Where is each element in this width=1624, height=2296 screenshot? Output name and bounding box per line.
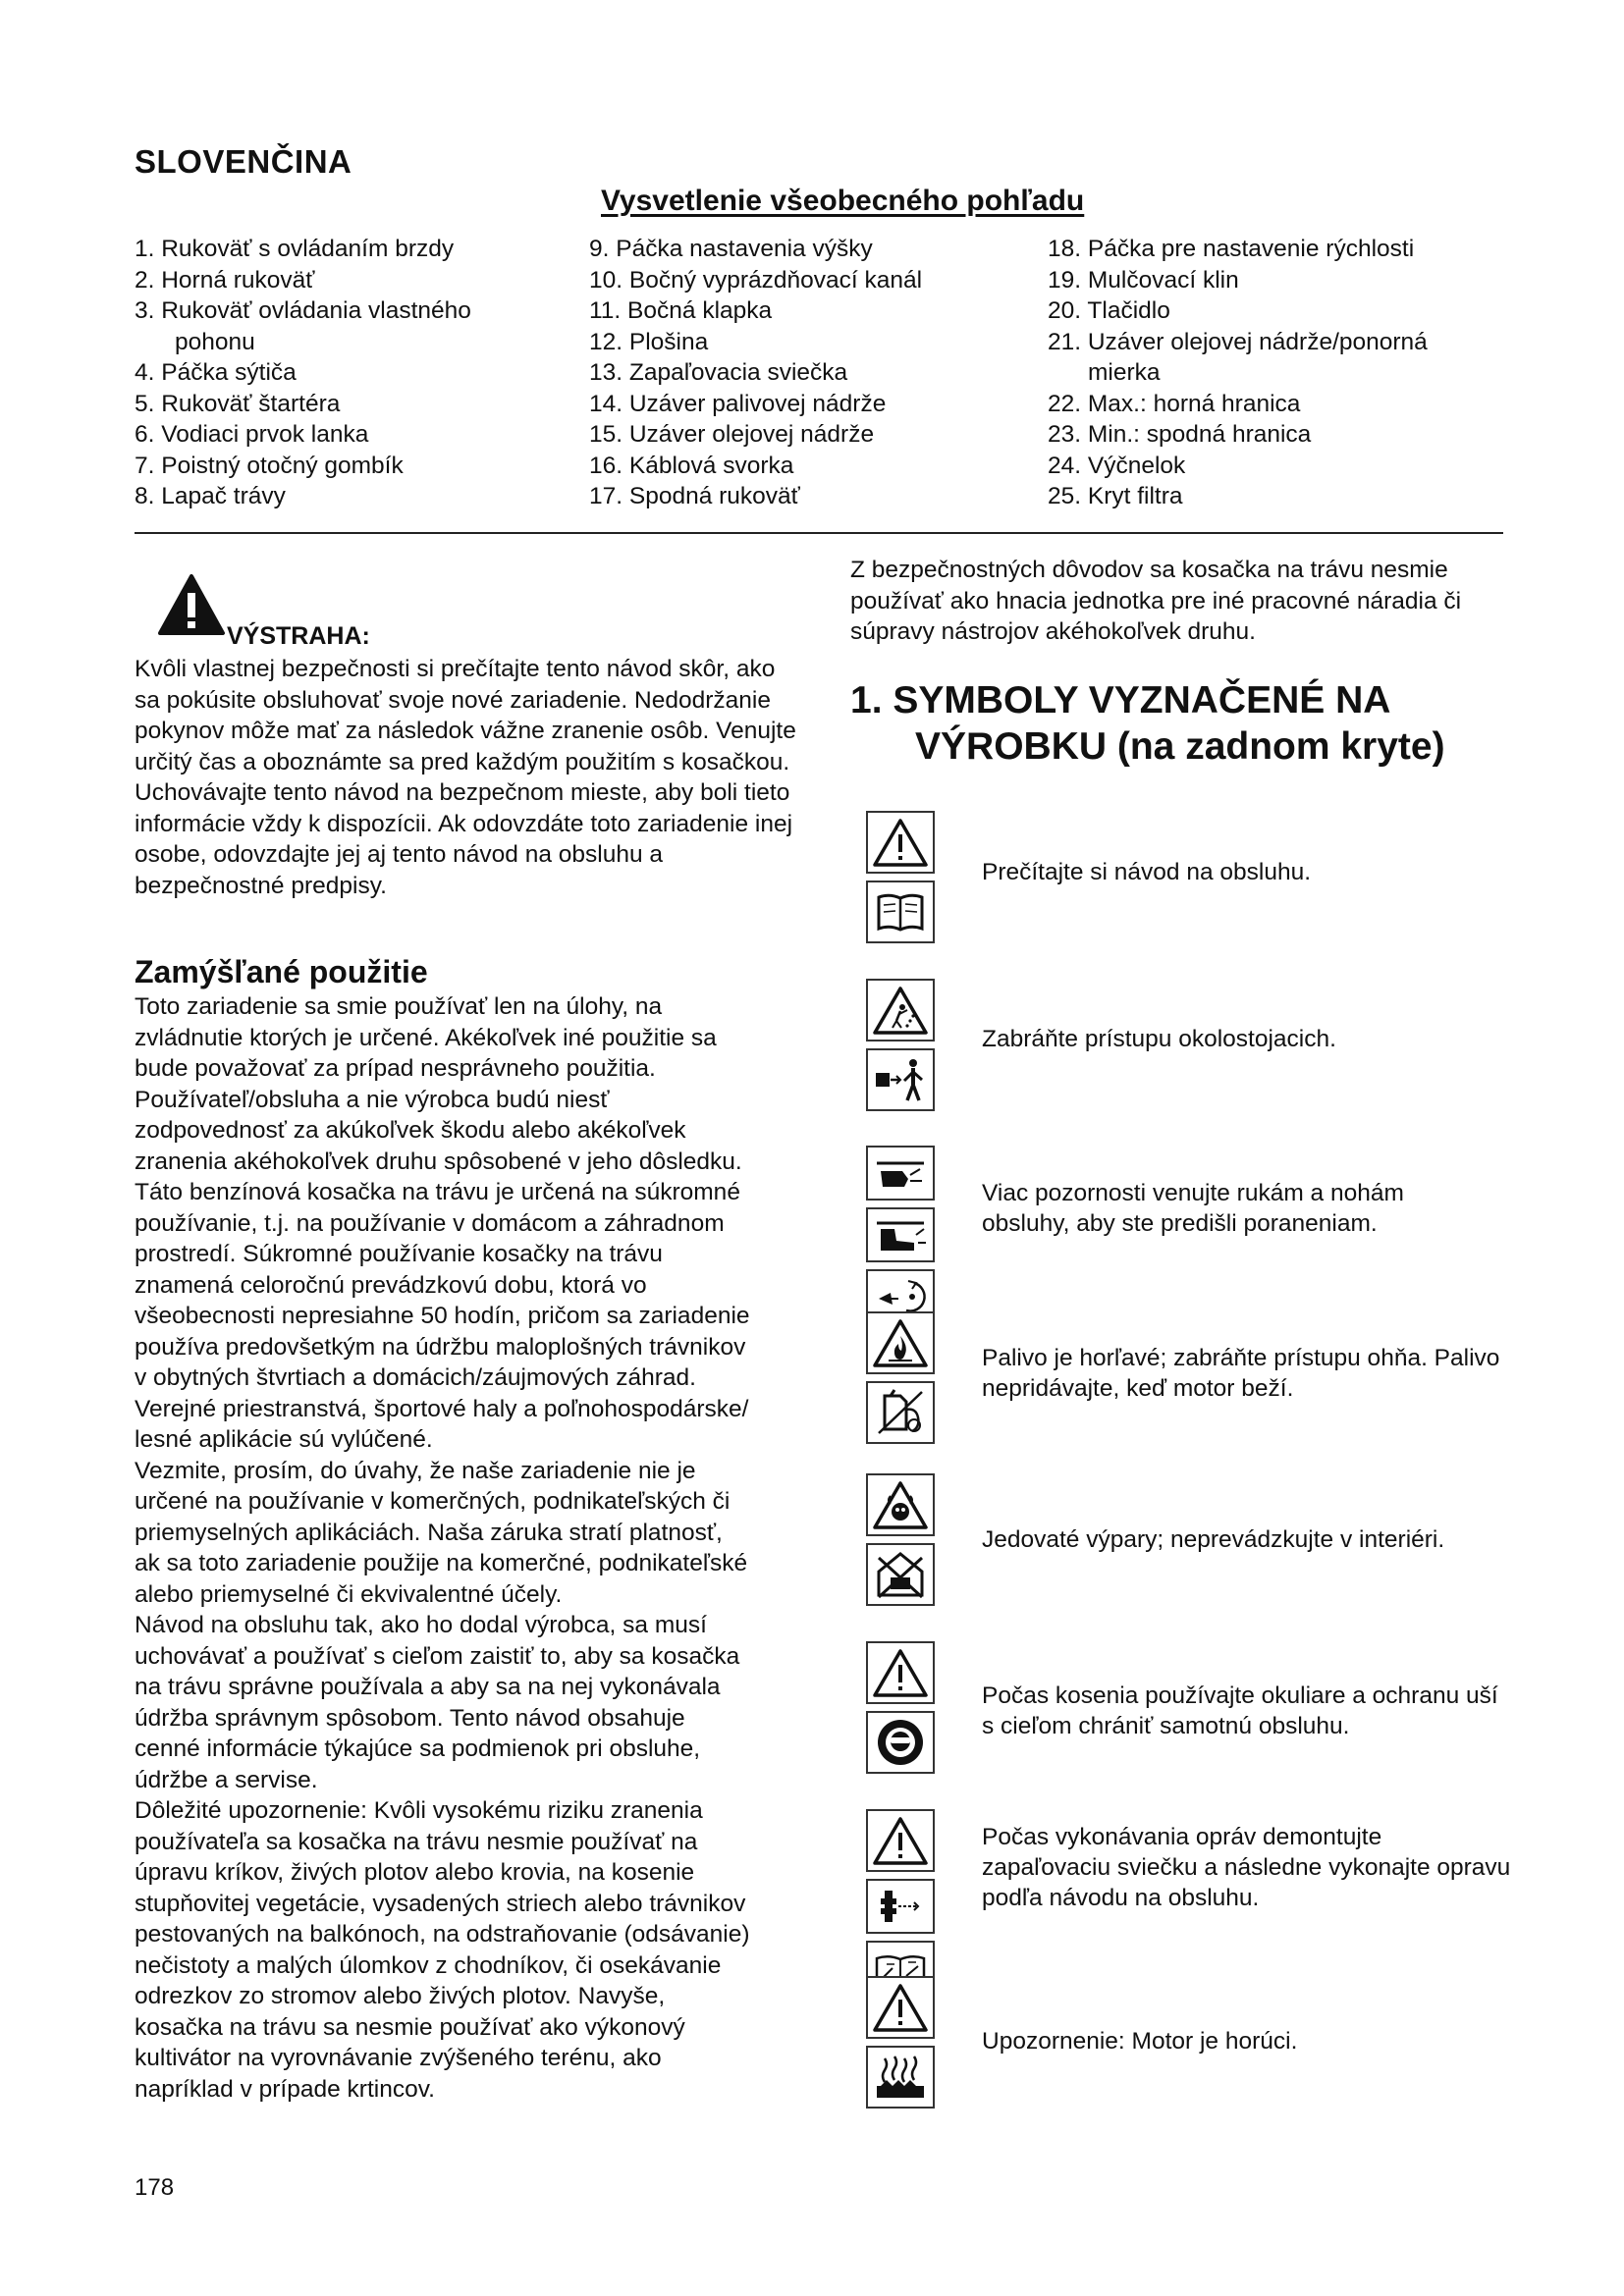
text-line: ak sa toto zariadenie použije na komerčné, podnikateľské [135,1550,748,1576]
legend-item: 16. Káblová svorka [589,452,794,479]
symbol-group-fuel [866,1311,935,1451]
legend-item: 3. Rukoväť ovládania vlastného [135,297,471,324]
toxic-fumes-warning-icon [866,1473,935,1536]
symbol-text-manual: Prečítajte si návod na obsluhu. [982,859,1312,885]
thrown-objects-warning-icon [866,979,935,1041]
text-line: prostredí. Súkromné používanie kosačky na trávu [135,1241,663,1267]
no-refuel-running-icon [866,1381,935,1444]
legend-column-3 [1048,234,1428,512]
legend-item: 5. Rukoväť štartéra [135,390,341,417]
intended-use-heading: Zamýšľané použitie [135,954,428,989]
text-line: odrezkov zo stromov alebo živých plotov. Navyše, [135,1983,666,2009]
warning-triangle-icon [866,811,935,874]
text-line: používateľa sa kosačka na trávu nesmie používať na [135,1828,698,1855]
safety-intro-paragraph: Z bezpečnostných dôvodov sa kosačka na trávu nesmie používať ako hnacia jednotka pre iné pracovné náradia či súpravy nástrojov akéhokoľvek druhu. [850,557,1462,645]
legend-item: 18. Páčka pre nastavenie rýchlosti [1048,236,1415,262]
symbol-text-fuel: Palivo je horľavé; zabráňte prístupu ohňa. Palivo nepridávajte, keď motor beží. [982,1345,1500,1402]
legend-item: 12. Plošina [589,328,709,355]
text-line: stupňovitej vegetácie, vysadených striech alebo trávnikov [135,1890,746,1917]
text-line: používa predovšetkým na údržbu maloplošných trávnikov [135,1333,746,1361]
text-line: Návod na obsluhu tak, ako ho dodal výrobca, sa musí [135,1612,707,1638]
symbol-text-hot-engine: Upozornenie: Motor je horúci. [982,2028,1298,2055]
warning-paragraph: Kvôli vlastnej bezpečnosti si prečítajte tento návod skôr, ako sa pokúsite obsluhovať svoje nové zariadenie. Nedodržanie pokynov môže mať za následok vážne zranenie osôb. Venujte určitý čas a oboznámte sa pred každým použitím s kosačkou. Uchovávajte tento návod na bezpečnom mieste, aby boli tieto informácie vždy k dispozícii. Ak odovzdáte toto zariadenie inej osobe, odovzdajte jej aj tento návod na obsluhu a bezpečnostné predpisy. [135,656,796,899]
overview-title: Vysvetlenie všeobecného pohľadu [601,185,1085,217]
legend-item: 11. Bočná klapka [589,297,773,324]
section-heading-line-1: 1. SYMBOLY VYZNAČENÉ NA [850,679,1391,721]
text-line: Táto benzínová kosačka na trávu je určená na súkromné [135,1179,740,1205]
spark-plug-icon [866,1879,935,1934]
symbol-text-hands-feet: Viac pozornosti venujte rukám a nohám obsluhy, aby ste predišli poraneniam. [982,1180,1404,1237]
text-line: Verejné priestranstvá, športové haly a poľnohospodárske/ [135,1395,749,1422]
symbol-text-spark-plug: Počas vykonávania opráv demontujte zapaľovaciu sviečku a následne vykonajte opravu podľa návodu na obsluhu. [982,1824,1511,1911]
legend-column-2 [589,234,922,512]
legend-item: 20. Tlačidlo [1048,297,1170,324]
legend-item: 10. Bočný vyprázdňovací kanál [589,266,923,294]
text-line: bude považovať za prípad nesprávneho použitia. [135,1055,656,1082]
text-line: Toto zariadenie sa smie používať len na úlohy, na [135,993,663,1020]
text-line: alebo priemyselné či ekvivalentné účely. [135,1580,563,1608]
legend-item: 7. Poistný otočný gombík [135,452,404,479]
text-line: v obytných štvrtiach a domácich/záujmových záhrad. [135,1364,696,1391]
language-heading: SLOVENČINA [135,143,352,180]
warning-triangle-icon [866,1641,935,1704]
symbol-group-bystanders [866,979,935,1118]
text-line: na trávu správne používala a aby sa na nej vykonávala [135,1674,721,1700]
no-indoor-use-icon [866,1543,935,1606]
flammable-warning-icon [866,1311,935,1374]
eye-ear-protection-icon [866,1711,935,1774]
text-line: kosačka na trávu sa nesmie používať ako výkonový [135,2013,685,2041]
legend-item: pohonu [175,328,255,355]
text-line: zvládnutie ktorých je určené. Akékoľvek iné použitie sa [135,1024,717,1051]
text-line: určené na používanie v komerčných, podnikateľských či [135,1488,731,1515]
legend-item: 4. Páčka sýtiča [135,359,297,386]
legend-item: 22. Max.: horná hranica [1048,390,1301,417]
text-line: zodpovednosť za akúkoľvek škodu alebo akékoľvek [135,1117,686,1144]
text-line: pestovaných na balkónoch, na odstraňovanie (odsávanie) [135,1921,750,1948]
text-line: úpravu kríkov, živých plotov alebo krovia, na kosenie [135,1859,695,1886]
warning-triangle-icon [866,1809,935,1872]
text-line: znamená celoročnú prevádzkovú dobu, ktorá vo [135,1271,647,1299]
symbol-group-manual [866,811,935,950]
legend-item: 6. Vodiaci prvok lanka [135,421,369,448]
foot-blade-icon [866,1207,935,1262]
symbol-text-protection: Počas kosenia používajte okuliare a ochranu uší s cieľom chrániť samotnú obsluhu. [982,1682,1498,1739]
legend-column-1 [135,234,471,512]
symbol-text-fumes: Jedovaté výpary; neprevádzkujte v interiéri. [982,1526,1445,1553]
text-line: kultivátor na vyrovnávanie zvýšeného terénu, ako [135,2045,662,2071]
warning-triangle-icon [866,1976,935,2039]
text-line: Používateľ/obsluha a nie výrobca budú niesť [135,1086,610,1113]
legend-item: 15. Uzáver olejovej nádrže [589,421,875,448]
text-line: zranenia akéhokoľvek druhu spôsobené v jeho dôsledku. [135,1148,742,1175]
legend-item: 2. Horná rukoväť [135,266,315,294]
legend-item: 23. Min.: spodná hranica [1048,421,1312,448]
legend-item: 14. Uzáver palivovej nádrže [589,390,887,417]
warning-triangle-icon [157,573,226,636]
symbol-group-spark-plug [866,1809,935,2002]
text-line: uchovávať a používať s cieľom zaistiť to, aby sa kosačka [135,1642,740,1670]
legend-item: 24. Výčnelok [1048,452,1186,479]
keep-bystanders-away-icon [866,1048,935,1111]
text-line: priemyselných aplikáciách. Naša záruka stratí platnosť, [135,1519,723,1546]
symbol-group-protection [866,1641,935,1781]
section-divider [135,532,1503,534]
legend-item: 19. Mulčovací klin [1048,266,1239,294]
section-heading [850,677,1445,770]
page-number: 178 [135,2174,175,2201]
manual-book-icon [866,881,935,943]
text-line: údržbe a servise. [135,1766,318,1793]
intended-use-text [135,991,812,2105]
text-line: používanie, t.j. na používanie v domácom a záhradnom [135,1209,725,1237]
symbol-group-hot-engine [866,1976,935,2115]
hand-blade-icon [866,1146,935,1201]
text-line: cenné informácie týkajúce sa podmienok pri obsluhe, [135,1735,701,1762]
text-line: nečistoty a malých úlomkov z chodníkov, či osekávanie [135,1951,722,1979]
section-heading-line-2: VÝROBKU (na zadnom kryte) [915,725,1445,768]
legend-item: 9. Páčka nastavenia výšky [589,236,873,262]
legend-item: 25. Kryt filtra [1048,483,1183,509]
text-line: údržba správnym spôsobom. Tento návod obsahuje [135,1704,685,1732]
hot-surface-icon [866,2046,935,2109]
legend-item: 1. Rukoväť s ovládaním brzdy [135,236,455,262]
legend-item: 21. Uzáver olejovej nádrže/ponorná [1048,328,1428,355]
legend-item: 8. Lapač trávy [135,483,286,509]
text-line: všeobecnosti nepresiahne 50 hodín, pričom sa zariadenie [135,1303,750,1329]
symbol-group-hands-feet [866,1146,935,1331]
symbol-group-fumes [866,1473,935,1613]
legend-item: 17. Spodná rukoväť [589,483,800,509]
text-line: Dôležité upozornenie: Kvôli vysokému riziku zranenia [135,1797,703,1824]
text-line: Vezmite, prosím, do úvahy, že naše zariadenie nie je [135,1457,696,1484]
legend-item: 13. Zapaľovacia sviečka [589,359,848,386]
legend-item: mierka [1088,359,1161,386]
text-line: napríklad v prípade krtincov. [135,2075,435,2103]
text-line: lesné aplikácie sú vylúčené. [135,1426,433,1453]
symbol-text-bystanders: Zabráňte prístupu okolostojacich. [982,1026,1336,1052]
warning-title: VÝSTRAHA: [227,622,370,650]
